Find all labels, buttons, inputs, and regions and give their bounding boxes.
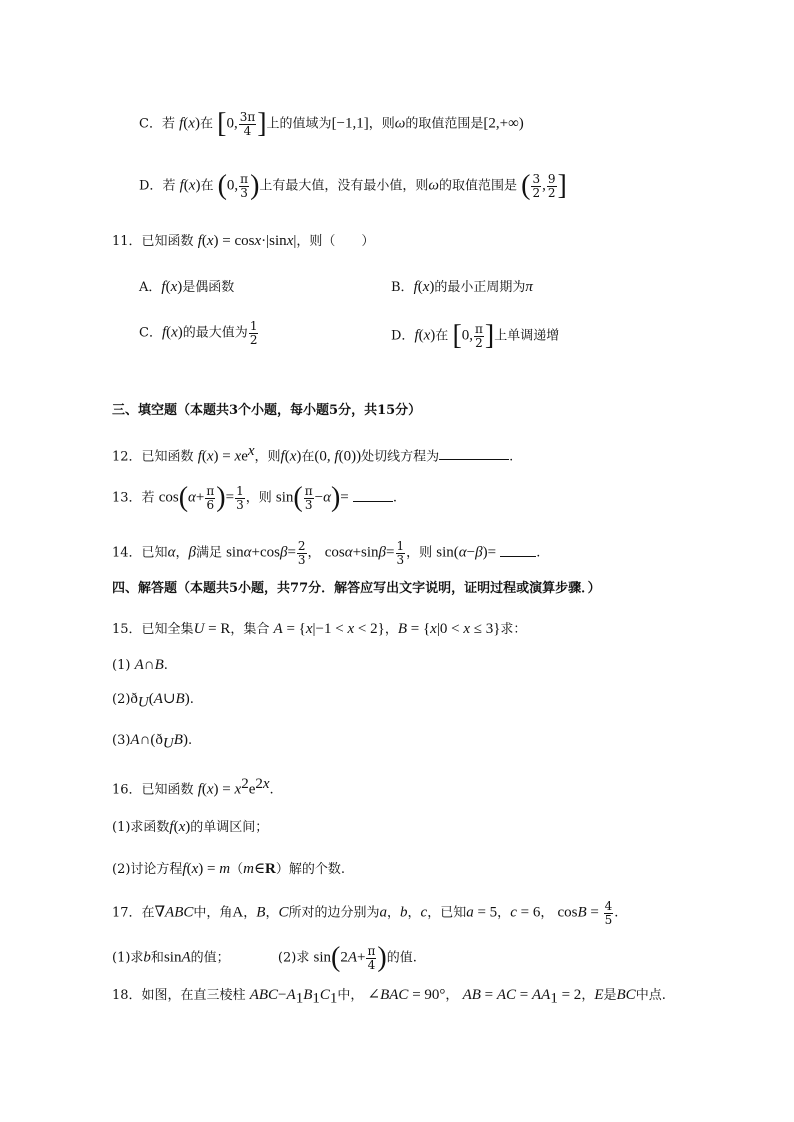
math-fx: f [179, 115, 184, 132]
question-11-option-d: D．f(x)在 [0, $\frac{\pi}{2}$ ]上单调递增 [391, 320, 560, 351]
question-11-stem: 11．已知函数 f(x) = cosx·|sinx|，则（ ） [112, 233, 375, 249]
section-4-heading: 四、解答题（本题共5小题，共77分．解答应写出文字说明，证明过程或演算步骤．） [112, 581, 601, 596]
question-16-part-2: (2)讨论方程f(x) = m（m∈R）解的个数. [112, 861, 346, 877]
question-16: 16．已知函数 $f(x) = x^2e^{2x}$. [112, 776, 274, 798]
question-15: 15．已知全集U = R，集合 A = {x|−1 < x < 2}，B = {x|0 < x ≤ 3}求： [112, 621, 527, 637]
answer-blank [500, 556, 536, 557]
question-17: 17．在∇ABC中，角A，B，C所对的边分别为a，b，c，已知a = 5，c = 6， cosB = $\frac{4}{5}$ . [112, 899, 619, 927]
question-15-part-3: $(3)A\cap(ð_UB)$. [112, 732, 193, 752]
question-11-option-c: C．f(x)的最大值为 $\frac{1}{2}$ [139, 319, 258, 347]
section-3-heading: 三、填空题（本题共3个小题，每小题5分，共15分） [112, 403, 422, 418]
question-18: 18．如图，在直三棱柱 $ABC-A_1B_1C_1$中， ∠BAC = 90°， AB = AC = $AA_1 = 2$，E是BC中点. [112, 987, 666, 1007]
question-15-part-1: (1) A∩B. [112, 657, 168, 673]
question-16-part-1: (1)求函数f(x)的单调区间； [112, 819, 269, 835]
question-11-option-b: B．f(x)的最小正周期为π [391, 279, 533, 295]
answer-blank [439, 459, 509, 460]
option-c: C．若 f(x)在 [0, $\frac{3\pi}{4}$ ]上的值域为[−1,1]，则ω的取值范围是[2,+∞) [139, 108, 524, 139]
answer-blank [353, 501, 393, 502]
question-13: 13．若 cos(α+ $\frac{\pi}{6}$ )= $\frac{1}{3}$ ，则 sin( $\frac{\pi}{3}$ −α)= . [112, 482, 398, 513]
question-14: 14．已知α，β满足 sinα+cosβ= $\frac{2}{3}$ ， cosα+sinβ= $\frac{1}{3}$ ，则 sin(α−β)= . [112, 539, 541, 567]
fraction-3pi-4: $\frac{3\pi}{4}$ [239, 109, 256, 138]
question-12: 12．已知函数 $f(x) = xe^x$，则f(x)在(0, f(0))处切线方程为 . [112, 443, 514, 465]
option-d: D．若 f(x)在 (0, $\frac{\pi}{3}$ )上有最大值，没有最小值，则ω的取值范围是 ( $\frac{3}{2}$ , $\frac{9}{2}$ ] [139, 170, 567, 201]
question-17-parts: (1)求b和sinA的值； (2)求 sin(2A+ $\frac{\pi}{4}$ )的值. [112, 942, 417, 973]
question-11-option-a: A．f(x)是偶函数 [139, 279, 235, 295]
question-15-part-2: $(2)ð_U(A\cup B)$. [112, 691, 194, 711]
